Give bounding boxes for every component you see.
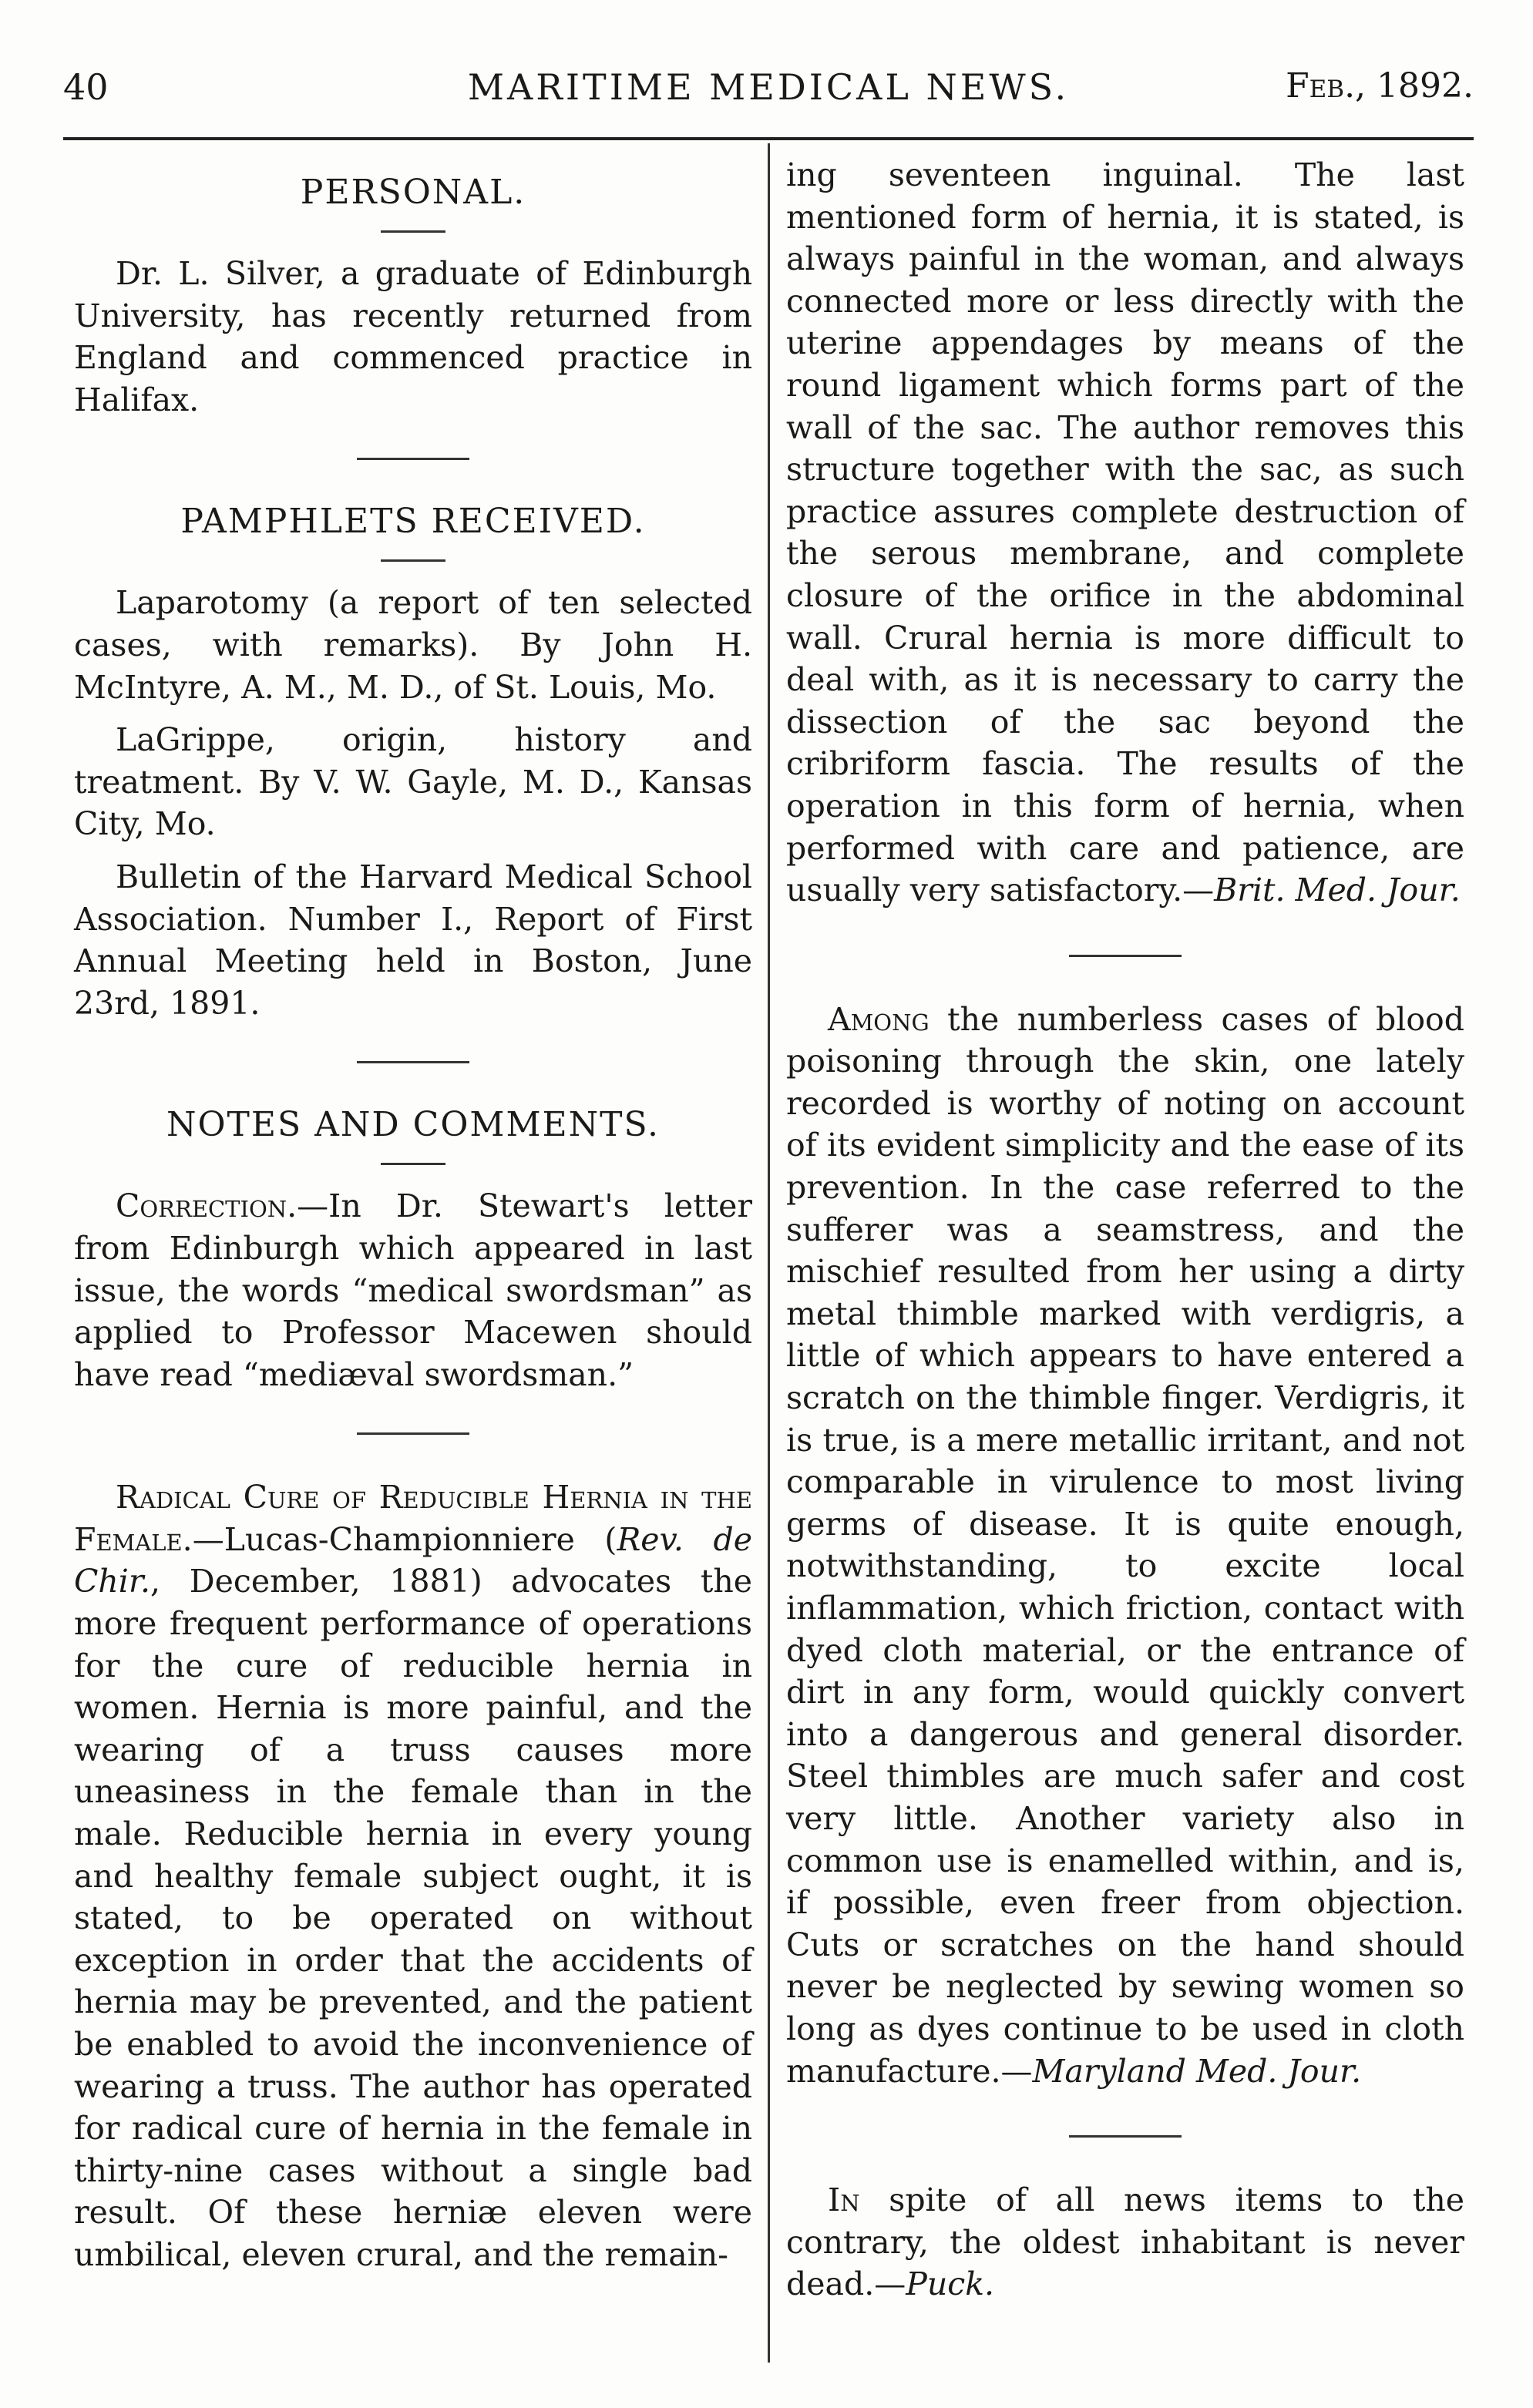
pamphlet-item: Bulletin of the Harvard Medical School Association. Number I., Report of First Annual Meeting held in Boston, June 23rd, 1891.	[74, 858, 752, 1022]
blood-poisoning-article	[786, 999, 1464, 2092]
heading-rule	[381, 559, 445, 562]
oldest-inhabitant-lead: In	[828, 2181, 860, 2219]
issue-date: Feb., 1892.	[1286, 66, 1474, 106]
heading-rule	[381, 1163, 445, 1165]
running-header	[63, 66, 1474, 128]
hernia-article	[74, 1476, 752, 2275]
section-separator	[357, 1432, 469, 1435]
hernia-continued-source: Brit. Med. Jour.	[1214, 872, 1461, 909]
correction-lead: Correction.	[116, 1187, 298, 1225]
blood-poisoning-lead: Among	[828, 1000, 930, 1038]
section-separator	[357, 458, 469, 460]
pamphlet-item: Laparotomy (a report of ten selected cases, with remarks). By John H. McIntyre, A. M., M. D., of St. Louis, Mo.	[74, 584, 752, 706]
right-column	[786, 154, 1464, 2316]
oldest-inhabitant-text: spite of all news items to the contrary, the oldest inhabitant is never dead.—	[786, 2181, 1464, 2303]
section-separator	[357, 1061, 469, 1063]
section-separator	[1069, 2135, 1182, 2138]
pamphlet-item: LaGrippe, origin, history and treatment. By V. W. Gayle, M. D., Kansas City, Mo.	[74, 721, 752, 843]
hernia-source: Rev. de Chir.	[74, 1520, 752, 1600]
column-divider	[768, 143, 770, 2363]
hernia-continued-text: ing seventeen inguinal. The last mentioned form of hernia, it is stated, is always painful in the woman, and always connected more or less directly with the uterine appendages by means of the round ligament which forms part of the wall of the sac. The author removes this structure together with the sac, as such practice assures complete destruction of the serous membrane, and complete closure of the orifice in the abdominal wall. Crural hernia is more difficult to deal with, as it is necessary to carry the dissection of the sac beyond the cribriform fascia. The results of the operation in this form of hernia, when performed with care and patience, are usually very satisfactory.—	[786, 156, 1464, 909]
journal-title: MARITIME MEDICAL NEWS.	[467, 66, 1070, 108]
left-column	[74, 154, 752, 2287]
hernia-dash: —Lucas-Championniere (	[192, 1520, 617, 1558]
correction-item	[74, 1185, 752, 1395]
blood-poisoning-text: the numberless cases of blood poisoning through the skin, one lately recorded is worthy of noting on account of its evident simplicity and the ease of its prevention. In the case referred to the sufferer was a seamstress, and the mischief resulted from her using a dirty metal thimble marked with verdigris, a little of which appears to have entered a scratch on the thimble finger. Verdigris, it is true, is a mere metallic irritant, and not comparable in virulence to most living germs of disease. It is quite enough, notwithstanding, to excite local inflammation, which friction, contact with dyed cloth material, or the entrance of dirt in any form, would quickly convert into a dangerous and general disorder. Steel thimbles are much safer and cost very little. Another variety also in common use is enamelled within, and is, if possible, even freer from objection. Cuts or scratches on the hand should never be neglected by sewing women so long as dyes continue to be used in cloth manufacture.—	[786, 1000, 1464, 2090]
page-number: 40	[63, 66, 109, 108]
hernia-text: , December, 1881) advocates the more frequent performance of operations for the cure of reducible hernia in women. Hernia is more painful, and the wearing of a truss causes more uneasiness in the female than in the male. Reducible hernia in every young and healthy female subject ought, it is stated, to be operated on without exception in order that the accidents of hernia may be prevented, and the patient be enabled to avoid the inconvenience of wearing a truss. The author has operated for radical cure of hernia in the female in thirty-nine cases without a single bad result. Of these herniæ eleven were umbilical, eleven crural, and the remain-	[74, 1563, 752, 2273]
blood-poisoning-source: Maryland Med. Jour.	[1032, 2052, 1362, 2090]
oldest-inhabitant-source: Puck.	[906, 2265, 995, 2303]
personal-heading: PERSONAL.	[300, 173, 526, 212]
heading-rule	[381, 230, 445, 233]
hernia-lead: Radical Cure of Reducible Hernia in the Female.	[74, 1479, 752, 1558]
oldest-inhabitant-article	[786, 2179, 1464, 2306]
correction-text: —In Dr. Stewart's letter from Edinburgh which appeared in last issue, the words “medical swordsman” as applied to Professor Macewen should have read “mediæval swordsman.”	[74, 1187, 752, 1393]
pamphlets-heading: PAMPHLETS RECEIVED.	[180, 502, 646, 542]
section-separator	[1069, 955, 1182, 957]
header-rule	[63, 137, 1474, 140]
hernia-continued	[786, 154, 1464, 912]
notes-heading: NOTES AND COMMENTS.	[166, 1105, 661, 1145]
personal-item: Dr. L. Silver, a graduate of Edinburgh University, has recently returned from England and commenced practice in Halifax.	[74, 255, 752, 418]
